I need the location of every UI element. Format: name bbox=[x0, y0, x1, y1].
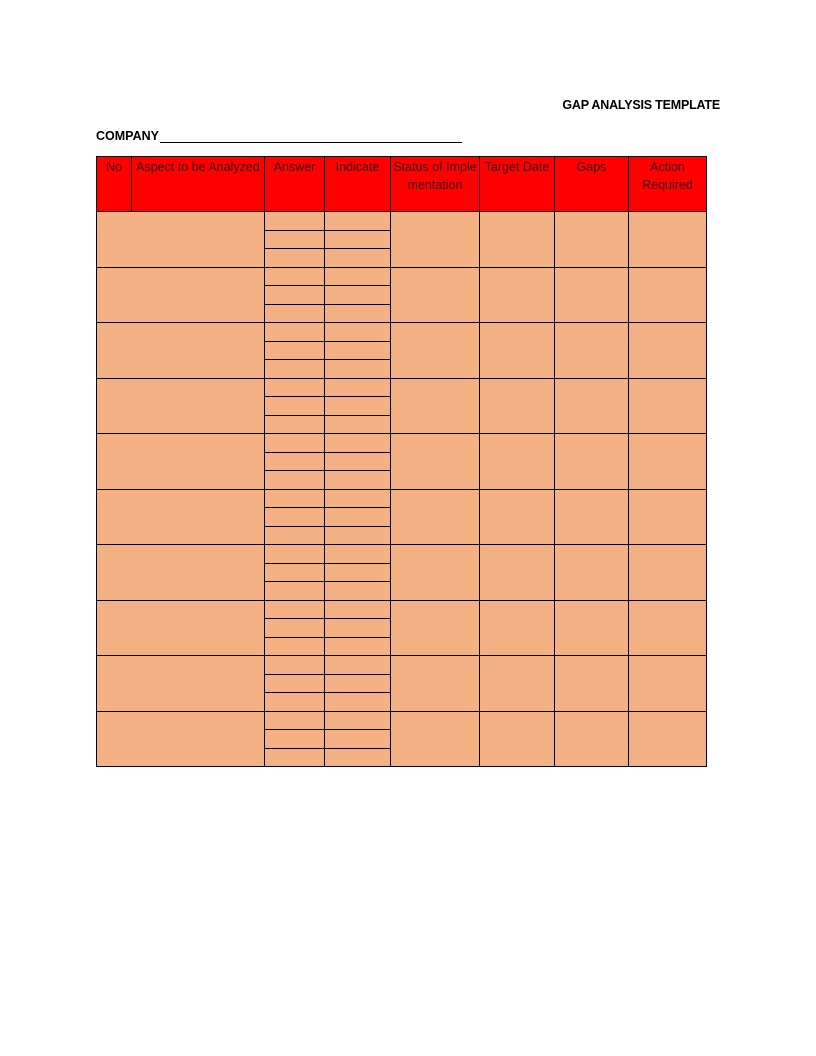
indicate-cell[interactable] bbox=[325, 545, 391, 564]
table-row bbox=[97, 378, 707, 397]
action-cell[interactable] bbox=[629, 656, 707, 712]
indicate-cell[interactable] bbox=[325, 730, 391, 749]
answer-cell[interactable] bbox=[265, 434, 325, 453]
header-row bbox=[97, 157, 707, 212]
gaps-cell[interactable] bbox=[555, 212, 629, 268]
table-row bbox=[97, 323, 707, 342]
table-row bbox=[97, 212, 707, 231]
answer-cell[interactable] bbox=[265, 711, 325, 730]
indicate-cell[interactable] bbox=[325, 582, 391, 601]
gaps-cell[interactable] bbox=[555, 656, 629, 712]
indicate-cell[interactable] bbox=[325, 360, 391, 379]
indicate-cell[interactable] bbox=[325, 711, 391, 730]
indicate-cell[interactable] bbox=[325, 341, 391, 360]
answer-cell[interactable] bbox=[265, 619, 325, 638]
target-date-cell[interactable] bbox=[480, 378, 555, 434]
answer-cell[interactable] bbox=[265, 545, 325, 564]
action-cell[interactable] bbox=[629, 378, 707, 434]
aspect-cell[interactable] bbox=[97, 711, 265, 767]
indicate-cell[interactable] bbox=[325, 508, 391, 527]
answer-cell[interactable] bbox=[265, 397, 325, 416]
aspect-cell[interactable] bbox=[97, 600, 265, 656]
indicate-cell[interactable] bbox=[325, 656, 391, 675]
gaps-cell[interactable] bbox=[555, 267, 629, 323]
answer-cell[interactable] bbox=[265, 656, 325, 675]
indicate-cell[interactable] bbox=[325, 563, 391, 582]
status-cell[interactable] bbox=[391, 267, 480, 323]
header-gaps: Gaps bbox=[555, 157, 629, 212]
gaps-cell[interactable] bbox=[555, 545, 629, 601]
answer-cell[interactable] bbox=[265, 508, 325, 527]
action-cell[interactable] bbox=[629, 711, 707, 767]
answer-cell[interactable] bbox=[265, 582, 325, 601]
answer-cell[interactable] bbox=[265, 230, 325, 249]
indicate-cell[interactable] bbox=[325, 434, 391, 453]
aspect-cell[interactable] bbox=[97, 378, 265, 434]
answer-cell[interactable] bbox=[265, 730, 325, 749]
indicate-cell[interactable] bbox=[325, 600, 391, 619]
action-cell[interactable] bbox=[629, 545, 707, 601]
table-body bbox=[97, 212, 707, 767]
answer-cell[interactable] bbox=[265, 267, 325, 286]
indicate-cell[interactable] bbox=[325, 286, 391, 305]
indicate-cell[interactable] bbox=[325, 304, 391, 323]
status-cell[interactable] bbox=[391, 600, 480, 656]
answer-cell[interactable] bbox=[265, 563, 325, 582]
indicate-cell[interactable] bbox=[325, 323, 391, 342]
answer-cell[interactable] bbox=[265, 360, 325, 379]
table-row bbox=[97, 545, 707, 564]
answer-cell[interactable] bbox=[265, 637, 325, 656]
action-cell[interactable] bbox=[629, 434, 707, 490]
header-status: Status of Implementation bbox=[391, 157, 480, 212]
company-field bbox=[96, 128, 462, 143]
action-cell[interactable] bbox=[629, 323, 707, 379]
aspect-cell[interactable] bbox=[97, 212, 265, 268]
header-indicate: Indicate bbox=[325, 157, 391, 212]
status-cell[interactable] bbox=[391, 711, 480, 767]
answer-cell[interactable] bbox=[265, 323, 325, 342]
indicate-cell[interactable] bbox=[325, 378, 391, 397]
target-date-cell[interactable] bbox=[480, 212, 555, 268]
target-date-cell[interactable] bbox=[480, 489, 555, 545]
indicate-cell[interactable] bbox=[325, 212, 391, 231]
target-date-cell[interactable] bbox=[480, 434, 555, 490]
status-cell[interactable] bbox=[391, 378, 480, 434]
answer-cell[interactable] bbox=[265, 452, 325, 471]
indicate-cell[interactable] bbox=[325, 249, 391, 268]
indicate-cell[interactable] bbox=[325, 526, 391, 545]
target-date-cell[interactable] bbox=[480, 323, 555, 379]
target-date-cell[interactable] bbox=[480, 545, 555, 601]
answer-cell[interactable] bbox=[265, 526, 325, 545]
gap-analysis-table bbox=[96, 156, 707, 767]
answer-cell[interactable] bbox=[265, 378, 325, 397]
document-title: GAP ANALYSIS TEMPLATE bbox=[562, 98, 720, 112]
table-row bbox=[97, 600, 707, 619]
status-cell[interactable] bbox=[391, 212, 480, 268]
gaps-cell[interactable] bbox=[555, 323, 629, 379]
indicate-cell[interactable] bbox=[325, 471, 391, 490]
indicate-cell[interactable] bbox=[325, 230, 391, 249]
header-no: No bbox=[97, 157, 132, 212]
answer-cell[interactable] bbox=[265, 693, 325, 712]
gaps-cell[interactable] bbox=[555, 434, 629, 490]
table-row bbox=[97, 711, 707, 730]
answer-cell[interactable] bbox=[265, 600, 325, 619]
answer-cell[interactable] bbox=[265, 415, 325, 434]
aspect-cell[interactable] bbox=[97, 323, 265, 379]
answer-cell[interactable] bbox=[265, 748, 325, 767]
answer-cell[interactable] bbox=[265, 471, 325, 490]
indicate-cell[interactable] bbox=[325, 397, 391, 416]
table-row bbox=[97, 656, 707, 675]
gaps-cell[interactable] bbox=[555, 489, 629, 545]
action-cell[interactable] bbox=[629, 212, 707, 268]
indicate-cell[interactable] bbox=[325, 674, 391, 693]
aspect-cell[interactable] bbox=[97, 267, 265, 323]
header-target-date: Target Date bbox=[480, 157, 555, 212]
indicate-cell[interactable] bbox=[325, 415, 391, 434]
indicate-cell[interactable] bbox=[325, 619, 391, 638]
indicate-cell[interactable] bbox=[325, 693, 391, 712]
action-cell[interactable] bbox=[629, 267, 707, 323]
indicate-cell[interactable] bbox=[325, 267, 391, 286]
status-cell[interactable] bbox=[391, 545, 480, 601]
aspect-cell[interactable] bbox=[97, 489, 265, 545]
status-cell[interactable] bbox=[391, 656, 480, 712]
gaps-cell[interactable] bbox=[555, 711, 629, 767]
answer-cell[interactable] bbox=[265, 304, 325, 323]
company-label: COMPANY bbox=[96, 129, 159, 143]
action-cell[interactable] bbox=[629, 600, 707, 656]
aspect-cell[interactable] bbox=[97, 434, 265, 490]
header-answer: Answer bbox=[265, 157, 325, 212]
answer-cell[interactable] bbox=[265, 341, 325, 360]
status-cell[interactable] bbox=[391, 323, 480, 379]
target-date-cell[interactable] bbox=[480, 656, 555, 712]
indicate-cell[interactable] bbox=[325, 748, 391, 767]
answer-cell[interactable] bbox=[265, 286, 325, 305]
indicate-cell[interactable] bbox=[325, 637, 391, 656]
table-row bbox=[97, 267, 707, 286]
header-aspect: Aspect to be Analyzed bbox=[132, 157, 265, 212]
aspect-cell[interactable] bbox=[97, 545, 265, 601]
indicate-cell[interactable] bbox=[325, 452, 391, 471]
gaps-cell[interactable] bbox=[555, 600, 629, 656]
table-row bbox=[97, 489, 707, 508]
gaps-cell[interactable] bbox=[555, 378, 629, 434]
aspect-cell[interactable] bbox=[97, 656, 265, 712]
table-row bbox=[97, 434, 707, 453]
status-cell[interactable] bbox=[391, 434, 480, 490]
answer-cell[interactable] bbox=[265, 249, 325, 268]
answer-cell[interactable] bbox=[265, 674, 325, 693]
company-blank-line[interactable] bbox=[160, 128, 462, 143]
status-cell[interactable] bbox=[391, 489, 480, 545]
action-cell[interactable] bbox=[629, 489, 707, 545]
header-action: Action Required bbox=[629, 157, 707, 212]
target-date-cell[interactable] bbox=[480, 711, 555, 767]
target-date-cell[interactable] bbox=[480, 600, 555, 656]
target-date-cell[interactable] bbox=[480, 267, 555, 323]
answer-cell[interactable] bbox=[265, 489, 325, 508]
answer-cell[interactable] bbox=[265, 212, 325, 231]
indicate-cell[interactable] bbox=[325, 489, 391, 508]
